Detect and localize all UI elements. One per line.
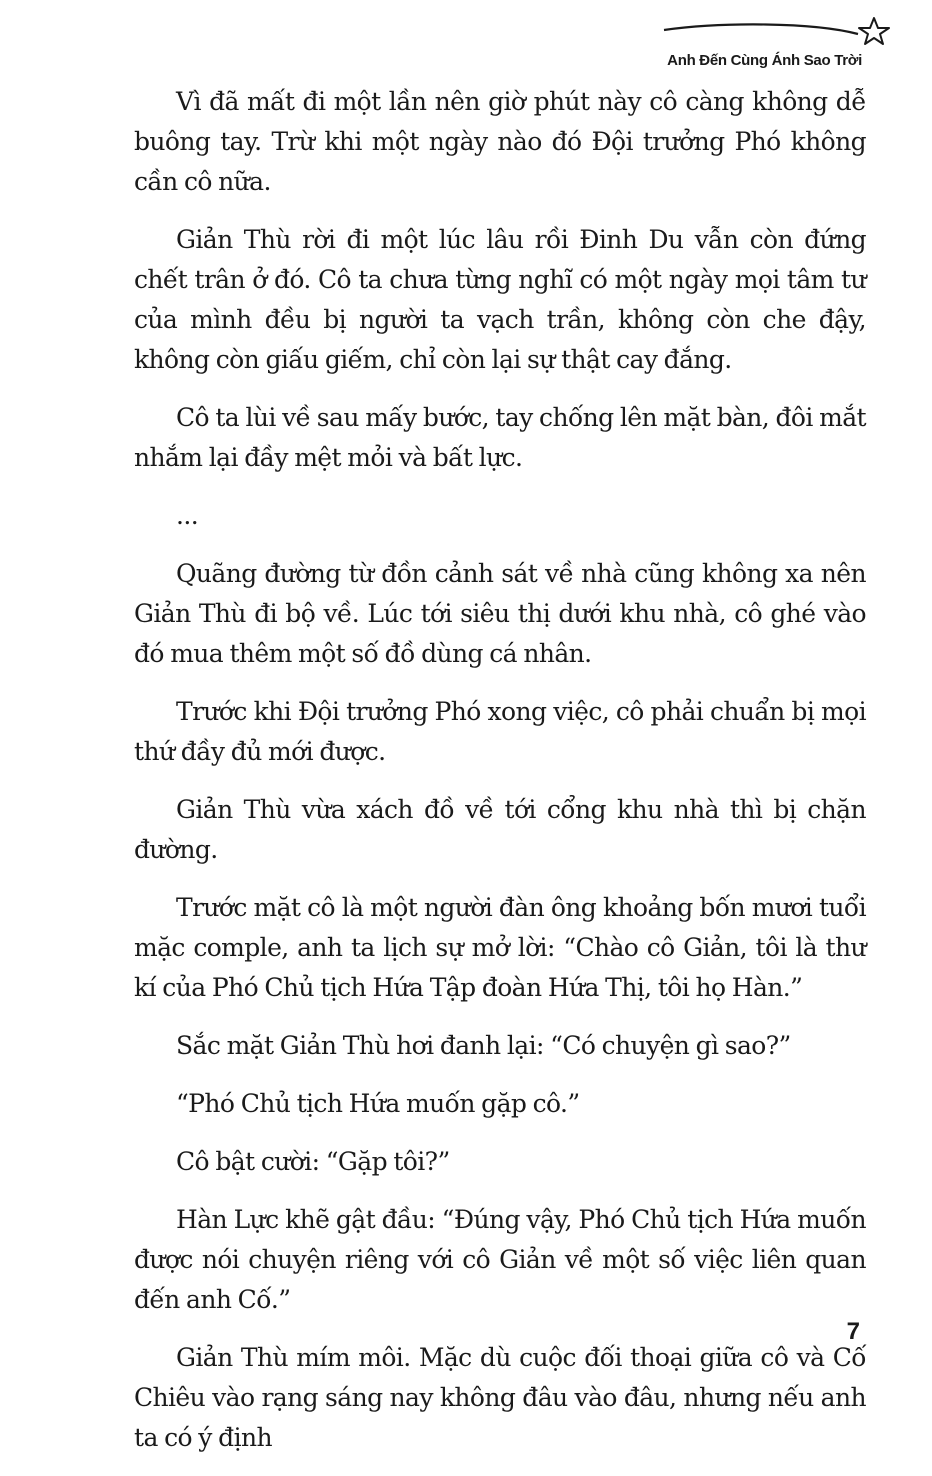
paragraph: Cô bật cười: “Gặp tôi?” (176, 1147, 450, 1176)
paragraph: Trước khi Đội trưởng Phó xong việc, cô phải chuẩn bị mọi thứ đầy đủ mới được. (134, 697, 866, 766)
page-body (134, 82, 866, 1476)
paragraph: Vì đã mất đi một lần nên giờ phút này cô càng không dễ buông tay. Trừ khi một ngày nào đó Đội trưởng Phó không cần cô nữa. (134, 87, 866, 196)
page-number: 7 (846, 1318, 860, 1345)
paragraph: Cô ta lùi về sau mấy bước, tay chống lên mặt bàn, đôi mắt nhắm lại đầy mệt mỏi và bất lực. (134, 403, 866, 472)
star-icon (859, 18, 889, 44)
book-title: Anh Đến Cùng Ánh Sao Trời (667, 52, 862, 69)
header-swoosh-line (662, 12, 892, 52)
paragraph: Quãng đường từ đồn cảnh sát về nhà cũng không xa nên Giản Thù đi bộ về. Lúc tới siêu thị dưới khu nhà, cô ghé vào đó mua thêm một số đồ dùng cá nhân. (134, 559, 866, 668)
section-break: ... (176, 501, 199, 530)
running-header (662, 8, 892, 68)
paragraph: Giản Thù mím môi. Mặc dù cuộc đối thoại giữa cô và Cố Chiêu vào rạng sáng nay không đâu vào đâu, nhưng nếu anh ta có ý định (134, 1343, 866, 1452)
paragraph: “Phó Chủ tịch Hứa muốn gặp cô.” (176, 1089, 580, 1118)
paragraph: Hàn Lực khẽ gật đầu: “Đúng vậy, Phó Chủ tịch Hứa muốn được nói chuyện riêng với cô Giản về một số việc liên quan đến anh Cố.” (134, 1205, 866, 1314)
paragraph: Sắc mặt Giản Thù hơi đanh lại: “Có chuyện gì sao?” (176, 1031, 791, 1060)
paragraph: Trước mặt cô là một người đàn ông khoảng bốn mươi tuổi mặc comple, anh ta lịch sự mở lời: “Chào cô Giản, tôi là thư kí của Phó Chủ tịch Hứa Tập đoàn Hứa Thị, tôi họ Hàn.” (134, 893, 866, 1002)
paragraph: Giản Thù rời đi một lúc lâu rồi Đinh Du vẫn còn đứng chết trân ở đó. Cô ta chưa từng nghĩ có một ngày mọi tâm tư của mình đều bị người ta vạch trần, không còn che đậy, không còn giấu giếm, chỉ còn lại sự thật cay đắng. (134, 225, 866, 374)
paragraph: Giản Thù vừa xách đồ về tới cổng khu nhà thì bị chặn đường. (134, 795, 866, 864)
